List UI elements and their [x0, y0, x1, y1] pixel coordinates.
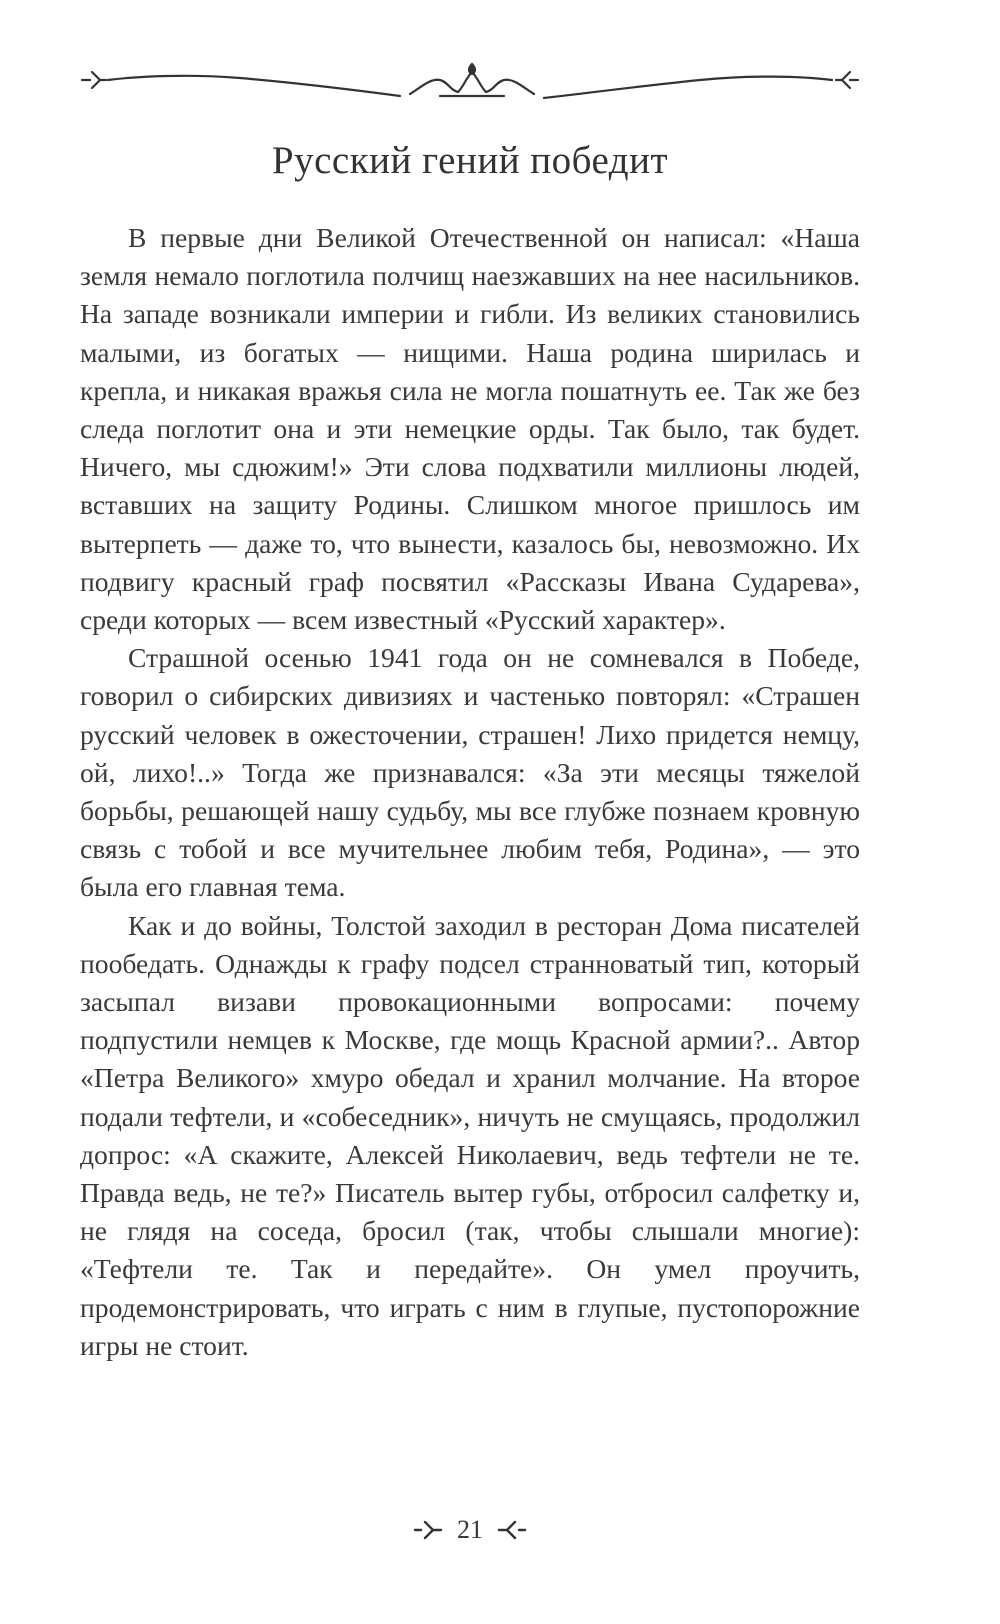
right-arrow-ornament: [497, 1518, 527, 1542]
paragraph-1: В первые дни Великой Отечественной он написал: «Наша земля немало поглотила полчищ наезжавших на нее насильников. На западе возникали империи и гибли. Из великих становились малыми, из богатых — нищими. Наша родина ширилась и крепла, и никакая вражья сила не могла пошатнуть ее. Так же без следа поглотит она и эти немецкие орды. Так было, так будет. Ничего, мы сдюжим!» Эти слова подхватили миллионы людей, вставших на защиту Родины. Слишком многое пришлось им вытерпеть — даже то, что вынести, казалось бы, невозможно. Их подвигу красный граф посвятил «Рассказы Ивана Сударева», среди которых — всем известный «Русский характер».: [80, 222, 860, 636]
paragraph-3: Как и до войны, Толстой заходил в ресторан Дома писателей пообедать. Однажды к графу подсел странноватый тип, который засыпал визави провокационными вопросами: почему подпустили немцев к Москве, где мощь Красной армии?.. Автор «Петра Великого» хмуро обедал и хранил молчание. На второе подали тефтели, и «собеседник», ничуть не смущаясь, продолжил допрос: «А скажите, Алексей Николаевич, ведь тефтели не те. Правда ведь, не те?» Писатель вытер губы, отбросил салфетку и, не глядя на соседа, бросил (так, чтобы слышали многие): «Тефтели те. Так и передайте». Он умел проучить, продемонстрировать, что играть с ним в глупые, пустопорожние игры не стоит.: [80, 909, 860, 1361]
page-footer: [0, 1510, 940, 1550]
left-arrow-ornament: [413, 1518, 443, 1542]
page-number: 21: [457, 1515, 483, 1544]
body-text: [80, 219, 860, 1365]
chapter-title: Русский гений победит: [271, 139, 669, 182]
paragraph-2: Страшной осенью 1941 года он не сомневался в Победе, говорил о сибирских дивизиях и частенько повторял: «Страшен русский человек в ожесточении, страшен! Лихо придется немцу, ой, лихо!..» Тогда же признавался: «За эти месяцы тяжелой борьбы, решающей нашу судьбу, мы все глубже познаем кровную связь с тобой и все мучительнее любим тебя, Родина», — это была его главная тема.: [80, 642, 860, 903]
header-flourish-ornament: [80, 58, 860, 118]
